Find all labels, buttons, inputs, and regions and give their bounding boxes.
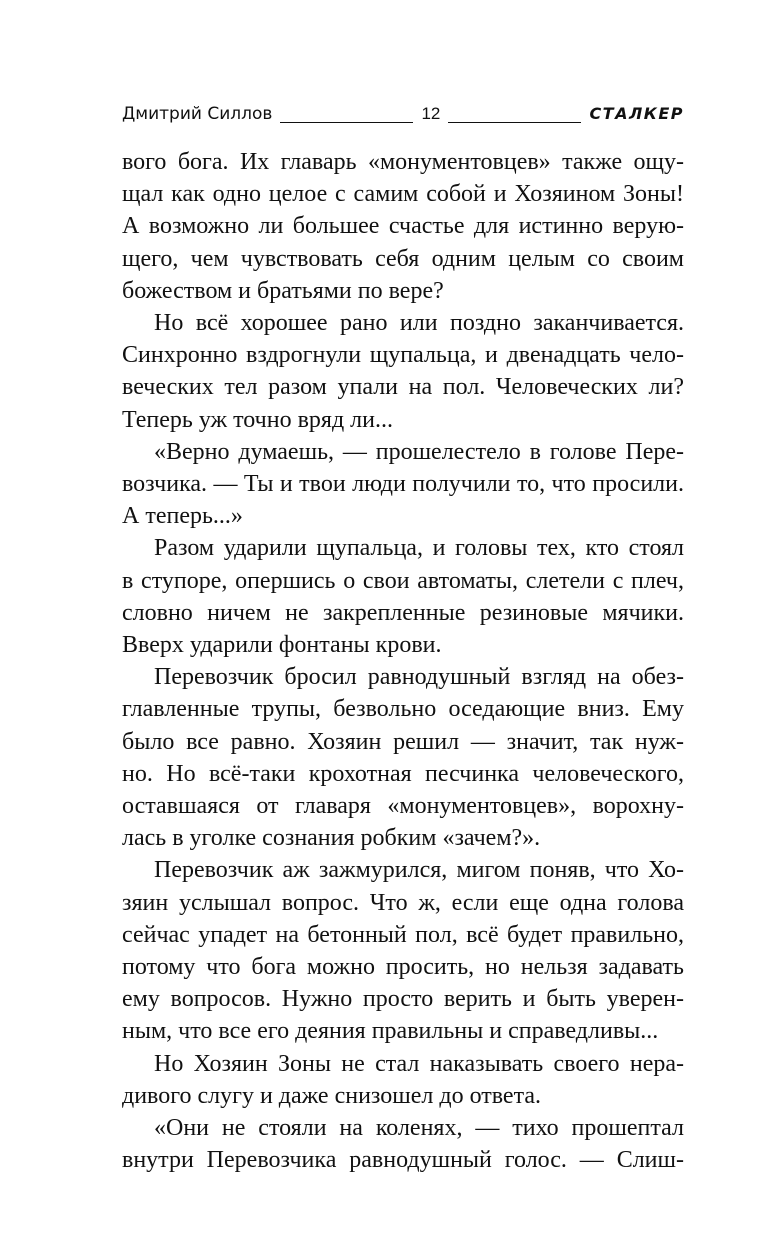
- text-line: А возможно ли большее счастье для истинно верую-: [122, 213, 684, 240]
- text-line: но. Но всё-таки крохотная песчинка человеческого,: [122, 760, 684, 787]
- text-line: главленные трупы, безвольно оседающие вниз. Ему: [122, 696, 684, 723]
- text-line: ему вопросов. Нужно просто верить и быть уверен-: [122, 986, 684, 1013]
- paragraph: [122, 532, 684, 661]
- text-line: щего, чем чувствовать себя одним целым со своим: [122, 245, 684, 272]
- header-rule-left: [280, 122, 413, 123]
- text-line: лась в уголке сознания робким «зачем?».: [122, 825, 541, 852]
- text-line: внутри Перевозчика равнодушный голос. — Слиш-: [122, 1147, 684, 1174]
- text-line: Но всё хорошее рано или поздно заканчивается.: [154, 310, 684, 337]
- text-line: дивого слугу и даже снизошел до ответа.: [122, 1082, 542, 1109]
- text-line: веческих тел разом упали на пол. Человеческих ли?: [122, 374, 684, 401]
- text-line: А теперь...»: [122, 503, 243, 530]
- text-line: Перевозчик бросил равнодушный взгляд на обез-: [154, 664, 684, 691]
- text-line: Перевозчик аж зажмурился, мигом поняв, что Хо-: [154, 857, 684, 884]
- paragraph: [122, 661, 684, 854]
- text-line: Но Хозяин Зоны не стал наказывать своего нера-: [154, 1050, 684, 1077]
- paragraph: [122, 146, 684, 307]
- text-line: в ступоре, опершись о свои автоматы, слетели с плеч,: [122, 567, 684, 594]
- text-line: потому что бога можно просить, но нельзя задавать: [122, 954, 684, 981]
- paragraph: [122, 854, 684, 1047]
- text-line: словно ничем не закрепленные резиновые мячики.: [122, 599, 684, 626]
- text-line: возчика. — Ты и твои люди получили то, что просили.: [122, 471, 684, 498]
- text-line: ным, что все его деяния правильны и справедливы...: [122, 1018, 659, 1045]
- text-line: зяин услышал вопрос. Что ж, если еще одна голова: [122, 889, 684, 916]
- text-line: «Верно думаешь, — прошелестело в голове Пере-: [154, 438, 684, 465]
- text-line: оставшаяся от главаря «монументовцев», ворохну-: [122, 793, 684, 820]
- text-line: Вверх ударили фонтаны крови.: [122, 632, 442, 659]
- paragraph: [122, 436, 684, 533]
- header-page-number: 12: [421, 104, 441, 123]
- text-line: было все равно. Хозяин решил — значит, так нуж-: [122, 728, 684, 755]
- text-line: Синхронно вздрогнули щупальца, и двенадцать чело-: [122, 342, 684, 369]
- header-author: Дмитрий Силлов: [122, 104, 273, 124]
- text-line: «Они не стояли на коленях, — тихо прошептал: [154, 1115, 684, 1142]
- text-line: божеством и братьями по вере?: [122, 277, 444, 304]
- text-line: вого бога. Их главарь «монументовцев» также ощу-: [122, 149, 684, 175]
- text-line: сейчас упадет на бетонный пол, всё будет правильно,: [122, 921, 684, 948]
- running-header: [122, 100, 684, 124]
- text-line: щал как одно целое с самим собой и Хозяином Зоны!: [122, 181, 684, 208]
- header-rule-right: [448, 122, 581, 123]
- body-text: [122, 146, 684, 1177]
- text-line: Теперь уж точно вряд ли...: [122, 406, 393, 433]
- paragraph: [122, 307, 684, 436]
- paragraph: [122, 1048, 684, 1112]
- header-series-title: СТАЛКЕР: [589, 104, 684, 123]
- paragraph: [122, 1112, 684, 1176]
- text-line: Разом ударили щупальца, и головы тех, кто стоял: [154, 535, 684, 562]
